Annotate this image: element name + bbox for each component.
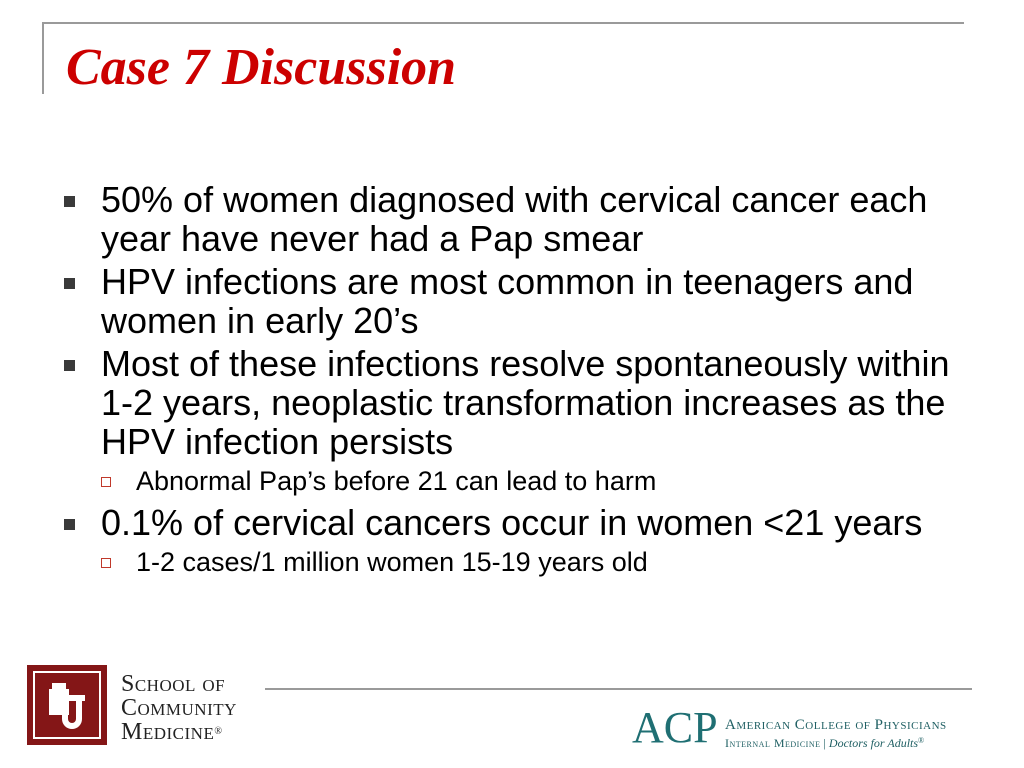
school-line-3-wrap [121, 720, 237, 744]
school-line-2: Community [121, 695, 237, 721]
slide-title: Case 7 Discussion [66, 39, 457, 96]
ou-logo-icon [27, 665, 107, 745]
acp-logo-abbr: ACP [632, 703, 718, 752]
hollow-square-bullet-icon [101, 558, 111, 568]
bullet-list [62, 180, 962, 584]
frame-left-rule [42, 22, 44, 94]
school-of-community-medicine-logo [121, 672, 237, 744]
bullet-text: HPV infections are most common in teenagers and women in early 20’s [101, 261, 914, 341]
bullet-item [62, 344, 962, 461]
sub-bullet-text: 1-2 cases/1 million women 15-19 years old [136, 547, 648, 577]
bullet-text: 0.1% of cervical cancers occur in women <21 years [101, 502, 923, 543]
school-line-1: School of [121, 671, 226, 697]
square-bullet-icon [64, 519, 75, 530]
bullet-item [62, 262, 962, 340]
bullet-item [62, 503, 962, 542]
acp-registered-mark: ® [918, 736, 925, 745]
registered-mark: ® [214, 726, 223, 737]
acp-separator: | [823, 736, 826, 750]
square-bullet-icon [64, 196, 75, 207]
sub-bullet-item [62, 546, 962, 578]
school-line-3: Medicine [121, 719, 215, 745]
sub-bullet-text: Abnormal Pap’s before 21 can lead to harm [136, 466, 657, 496]
acp-tagline: Doctors for Adults [828, 736, 919, 750]
sub-bullet-item [62, 465, 962, 497]
ou-logo [27, 665, 107, 745]
frame-top-rule [42, 22, 964, 24]
footer-rule [265, 688, 972, 690]
hollow-square-bullet-icon [101, 477, 111, 487]
acp-full-name: American College of Physicians [725, 717, 947, 733]
bullet-text: Most of these infections resolve spontaneously within 1-2 years, neoplastic transformation increases as the HPV infection persists [101, 343, 950, 462]
acp-subline [725, 736, 924, 751]
acp-internal-medicine: Internal Medicine [725, 736, 821, 750]
bullet-item [62, 180, 962, 258]
square-bullet-icon [64, 278, 75, 289]
square-bullet-icon [64, 360, 75, 371]
bullet-text: 50% of women diagnosed with cervical cancer each year have never had a Pap smear [101, 179, 928, 259]
